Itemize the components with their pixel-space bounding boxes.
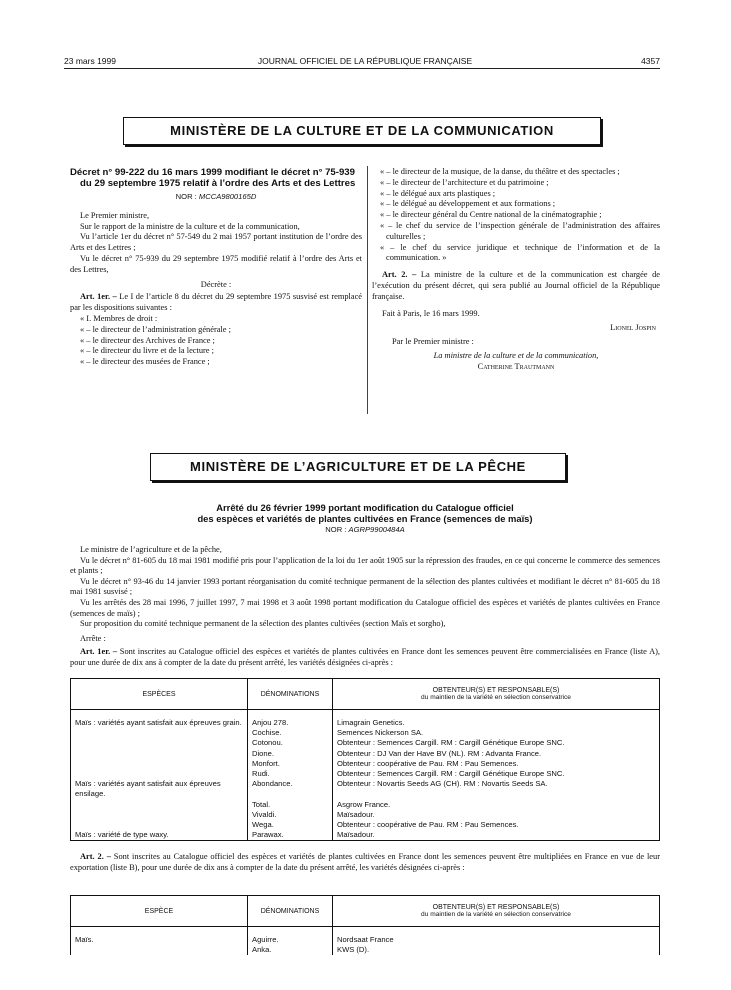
decret-fait: Fait à Paris, le 16 mars 1999. <box>382 308 480 318</box>
decret-para-2: Sur le rapport de la ministre de la culture et de la communication, <box>80 221 300 231</box>
col-header-denominations: DÉNOMINATIONS <box>248 679 333 710</box>
cell-denomination: Rudi. <box>248 769 333 779</box>
table-body <box>71 927 660 956</box>
cell-denomination: Vivaldi. <box>248 810 333 820</box>
list-item: « – le chef du service de l’inspection générale de l’administration des affaires culturelles ; <box>380 220 660 241</box>
arrete-title-line: des espèces et variétés de plantes cultivées en France (semences de maïs) <box>197 513 533 524</box>
cell-obtenteur: KWS (D). <box>337 945 370 955</box>
col-header-obtenteurs-line: OBTENTEUR(S) ET RESPONSABLE(S) <box>432 687 560 694</box>
arrete-para-1: Le ministre de l’agriculture et de la pêche, <box>80 545 222 554</box>
table-row <box>71 945 660 955</box>
signer-jospin: Lionel Jospin <box>610 323 656 333</box>
cell-espece <box>71 769 248 779</box>
cell-denomination: Wega. <box>248 820 333 830</box>
arrete-article-2 <box>70 852 660 873</box>
cell-denomination: Dione. <box>248 749 333 759</box>
cell-espece <box>71 810 248 820</box>
arrete-body <box>70 545 660 669</box>
cell-obtenteur: Obtenteur : Semences Cargill. RM : Cargill Génétique Europe SNC. <box>337 769 565 779</box>
list-item: « – le directeur de l’architecture et du patrimoine ; <box>380 177 549 187</box>
table-header-row <box>71 679 660 710</box>
col-header-obtenteurs-line: OBTENTEUR(S) ET RESPONSABLE(S) <box>432 904 560 911</box>
cell-denomination: Total. <box>248 800 333 810</box>
par-premier-ministre: Par le Premier ministre : <box>392 337 474 347</box>
decret-para-4: Vu le décret n° 75-939 du 29 septembre 1975 modifié relatif à l’ordre des Arts et des Lettres, <box>70 253 362 274</box>
cell-denomination: Anka. <box>248 945 333 955</box>
minister-title: La ministre de la culture et de la communication, <box>433 350 599 360</box>
list-item: « – le directeur du livre et de la lecture ; <box>80 346 214 356</box>
cell-obtenteur: Asgrow France. <box>337 799 391 809</box>
cell-denomination: Aguirre. <box>248 935 333 945</box>
header-rule <box>64 68 660 69</box>
arrete-title-line: Arrêté du 26 février 1999 portant modification du Catalogue officiel <box>216 502 514 513</box>
arrete-para-2: Vu le décret n° 81-605 du 18 mai 1981 modifié pris pour l’application de la loi du 1er août 1905 sur la répression des fraudes, en ce qui concerne le commerce des semences et plants ; <box>70 555 660 576</box>
article-text: Le I de l’article 8 du décret du 29 septembre 1975 susvisé est remplacé par les dispositions suivantes : <box>70 292 363 313</box>
cell-denomination: Cotonou. <box>248 738 333 748</box>
arrete-title <box>70 502 660 524</box>
nor-label: NOR : <box>175 192 197 201</box>
decret-para-1: Le Premier ministre, <box>80 210 150 220</box>
cell-espece <box>71 759 248 769</box>
decret-right-column <box>372 167 660 373</box>
col-header-obtenteurs <box>333 896 660 927</box>
article-text: La ministre de la culture et de la communication est chargée de l’exécution du présent décret, qui sera publié au Journal officiel de la République française. <box>372 270 660 301</box>
varieties-table-list-b <box>70 895 660 955</box>
list-item: « – le chef du service juridique et technique de l’information et de la communication. » <box>380 242 660 263</box>
table-row <box>71 759 660 769</box>
arrete-article-2-block <box>70 852 660 873</box>
header-date: 23 mars 1999 <box>64 56 116 66</box>
decret-decrete: Décrète : <box>200 279 232 289</box>
cell-espece <box>71 749 248 759</box>
cell-obtenteur: Semences Nickerson SA. <box>337 728 424 738</box>
table-spacer-row <box>71 710 660 719</box>
cell-obtenteur: Obtenteur : coopérative de Pau. RM : Pau Semences. <box>337 758 519 768</box>
list-item: « – le directeur général du Centre national de la cinématographie ; <box>380 210 602 220</box>
arrete-arrete-word: Arrête : <box>80 633 106 643</box>
ministry-agriculture-banner: MINISTÈRE DE L’AGRICULTURE ET DE LA PÊCHE <box>150 453 566 481</box>
list-item: « I. Membres de droit : <box>80 313 158 323</box>
cell-obtenteur: Limagrain Genetics. <box>337 718 405 727</box>
list-item: « – le délégué au développement et aux formations ; <box>380 199 556 209</box>
table-body <box>71 710 660 841</box>
decret-nor <box>70 192 362 203</box>
cell-espece <box>71 738 248 748</box>
table-row <box>71 800 660 810</box>
arrete-para-4: Vu les arrêtés des 28 mai 1996, 7 juillet 1997, 7 mai 1998 et 3 août 1998 portant modification du Catalogue officiel des espèces et variétés de plantes cultivées en France (semences de maïs) ; <box>70 597 660 618</box>
table-row <box>71 728 660 738</box>
table-spacer-row <box>71 927 660 936</box>
arrete-article-1 <box>70 647 660 668</box>
article-label: Art. 2. – <box>80 852 111 861</box>
article-text: Sont inscrites au Catalogue officiel des espèces et variétés de plantes cultivées en France dont les semences peuvent être multipliées en France en vue de leur exportation (liste B), pour une durée de dix ans à compter de la date du présent arrêté, les variétés désignées ci-après : <box>70 852 661 872</box>
arrete-nor <box>70 525 660 534</box>
list-item: « – le délégué aux arts plastiques ; <box>380 188 496 198</box>
table-row <box>71 749 660 759</box>
cell-obtenteur: Obtenteur : DJ Van der Have BV (NL). RM : Advanta France. <box>337 748 542 758</box>
nor-code: AGRP9900484A <box>348 525 405 534</box>
col-header-especes: ESPÈCES <box>71 679 248 710</box>
cell-obtenteur: Obtenteur : Semences Cargill. RM : Cargill Génétique Europe SNC. <box>337 738 565 748</box>
table-row <box>71 718 660 728</box>
cell-espece <box>71 945 248 955</box>
table-row <box>71 779 660 799</box>
article-label: Art. 2. – <box>382 270 417 280</box>
signer-trautmann: Catherine Trautmann <box>477 361 555 371</box>
list-item: « – le directeur de la musique, de la danse, du théâtre et des spectacles ; <box>380 167 620 176</box>
table-row <box>71 810 660 820</box>
col-header-denominations: DÉNOMINATIONS <box>248 896 333 927</box>
arrete-para-5: Sur proposition du comité technique permanent de la sélection des plantes cultivées (section Maïs et sorgho), <box>80 619 446 629</box>
table-row <box>71 738 660 748</box>
cell-espece <box>71 728 248 738</box>
cell-denomination: Monfort. <box>248 759 333 769</box>
cell-obtenteur: Nordsaat France <box>337 935 394 944</box>
col-header-obtenteurs <box>333 679 660 710</box>
cell-denomination: Cochise. <box>248 728 333 738</box>
cell-espece <box>71 800 248 810</box>
decret-list-left <box>70 314 362 368</box>
table-row <box>71 769 660 779</box>
article-label: Art. 1er. – <box>80 292 117 302</box>
cell-denomination: Abondance. <box>248 779 333 799</box>
table-row <box>71 935 660 945</box>
header-journal: JOURNAL OFFICIEL DE LA RÉPUBLIQUE FRANÇAISE <box>257 56 473 66</box>
col-header-obtenteurs-sub: du maintien de la variété en sélection conservatrice <box>421 911 571 918</box>
article-text: Sont inscrites au Catalogue officiel des espèces et variétés de plantes cultivées en France dont les semences peuvent être commercialisées en France (liste A), pour une durée de dix ans à compter de la date du présent arrêté, les variétés désignées ci-après : <box>70 647 661 667</box>
decret-list-right <box>372 167 660 264</box>
cell-espece: Maïs. <box>71 935 248 945</box>
varieties-table-list-a <box>70 678 660 841</box>
cell-obtenteur: Maïsadour. <box>337 809 375 819</box>
decret-article-1 <box>70 292 362 314</box>
cell-espece: Maïs : variété de type waxy. <box>71 830 248 841</box>
nor-label: NOR : <box>325 525 347 534</box>
table-row <box>71 830 660 841</box>
col-header-obtenteurs-sub: du maintien de la variété en sélection conservatrice <box>421 694 571 701</box>
cell-obtenteur: Obtenteur : Novartis Seeds AG (CH). RM : Novartis Seeds SA. <box>337 779 548 789</box>
list-item: « – le directeur des Archives de France ; <box>80 335 215 345</box>
decret-left-column <box>70 167 362 368</box>
cell-obtenteur: Maïsadour. <box>337 830 375 840</box>
cell-obtenteur: Obtenteur : coopérative de Pau. RM : Pau Semences. <box>337 820 519 830</box>
table-row <box>71 820 660 830</box>
article-label: Art. 1er. – <box>80 647 118 657</box>
list-item: « – le directeur des musées de France ; <box>80 357 210 367</box>
header-page-number: 4357 <box>641 56 660 66</box>
col-header-espece: ESPÈCE <box>71 896 248 927</box>
list-item: « – le directeur de l’administration générale ; <box>80 324 231 334</box>
cell-espece: Maïs : variétés ayant satisfait aux épreuves ensilage. <box>71 779 248 799</box>
table-header-row <box>71 896 660 927</box>
cell-denomination: Anjou 278. <box>248 718 333 728</box>
column-divider <box>367 166 368 414</box>
decret-para-3: Vu l’article 1er du décret n° 57-549 du 2 mai 1957 portant institution de l’ordre des Arts et des Lettres ; <box>70 232 362 253</box>
decret-article-2 <box>372 270 660 302</box>
cell-espece <box>71 820 248 830</box>
arrete-para-3: Vu le décret n° 93-46 du 14 janvier 1993 portant réorganisation du comité technique permanent de la sélection des plantes cultivées et modifiant le décret n° 81-605 du 18 mai 1981 susvisé ; <box>70 576 660 597</box>
ministry-culture-banner: MINISTÈRE DE LA CULTURE ET DE LA COMMUNICATION <box>123 117 601 145</box>
decret-title: Décret n° 99-222 du 16 mars 1999 modifiant le décret n° 75-939 du 29 septembre 1975 relatif à l’ordre des Arts et des Lettres <box>70 167 356 189</box>
nor-code: MCCA9800165D <box>198 192 257 201</box>
cell-denomination: Parawax. <box>248 830 333 841</box>
cell-espece: Maïs : variétés ayant satisfait aux épreuves grain. <box>71 718 248 728</box>
